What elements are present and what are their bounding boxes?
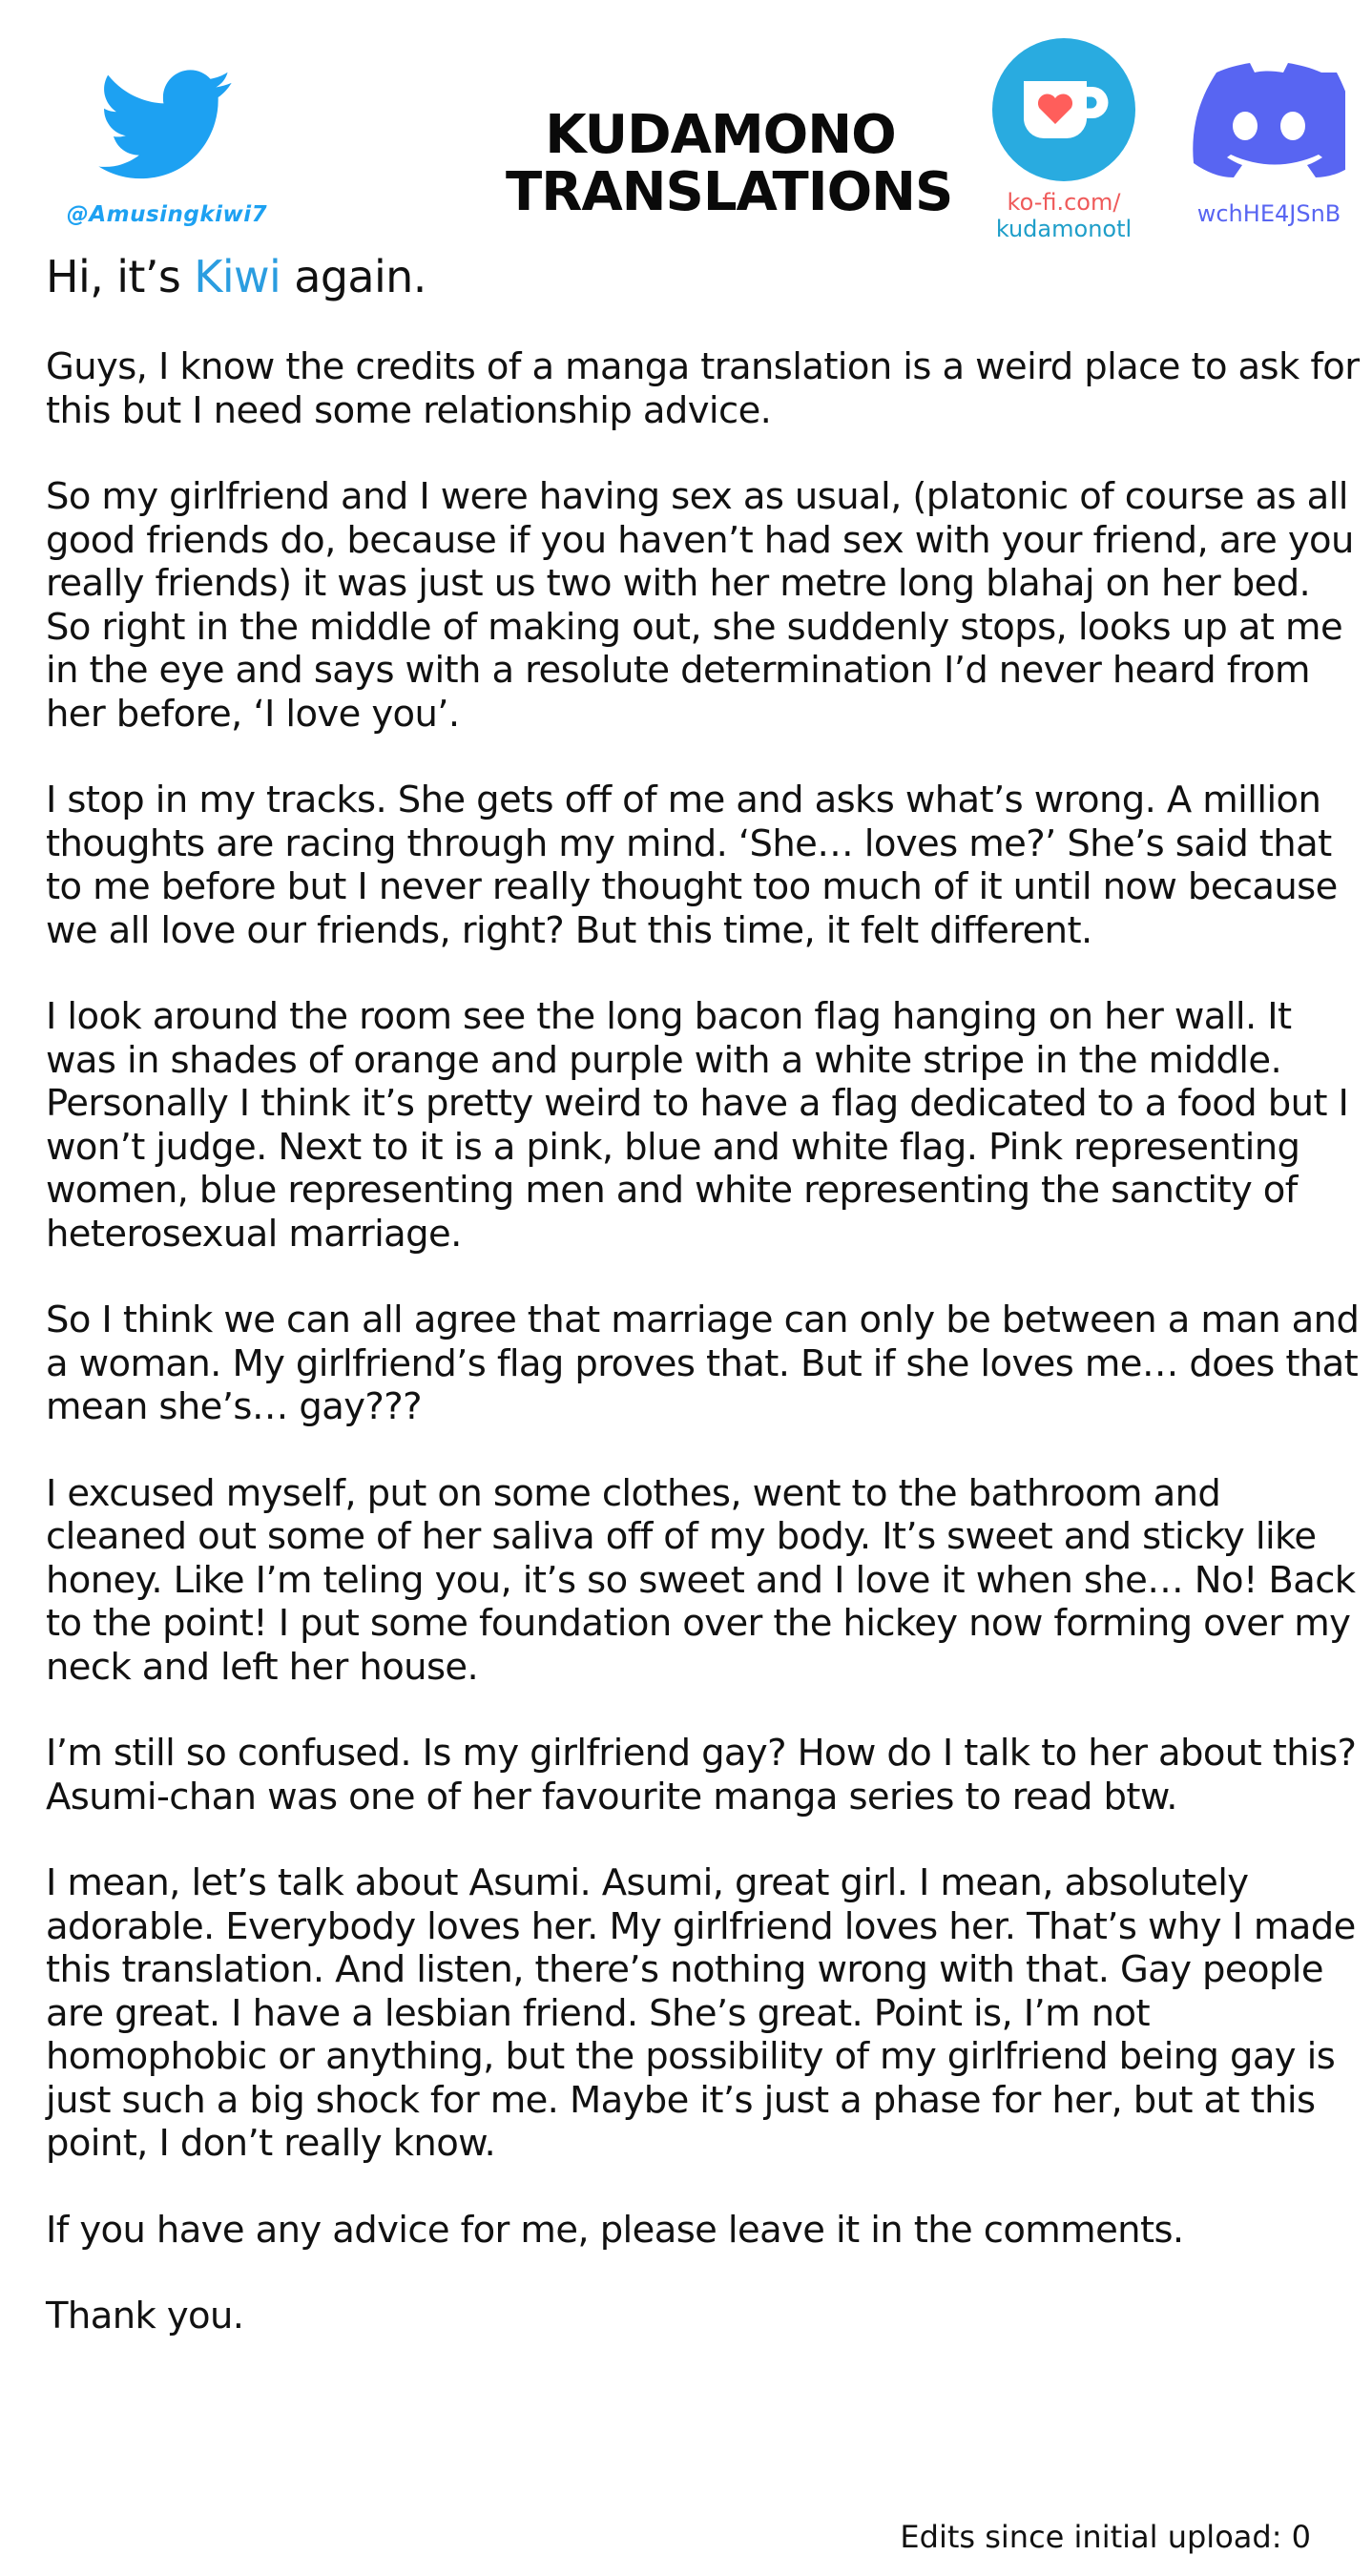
paragraph: I excused myself, put on some clothes, went to the bathroom and cleaned out some of her saliva off of my body. It’s sweet and sticky like honey. Like I’m teling you, it’s so sweet and I love it when she… No! Back to the point! I put some foundation over the hickey now forming over my neck and left her house. (46, 1471, 1356, 1689)
credits-body (46, 250, 1362, 2381)
paragraph: I’m still so confused. Is my girlfriend gay? How do I talk to her about this? Asumi-chan was one of her favourite manga series to read btw. (46, 1732, 1357, 1818)
brand-title (506, 104, 953, 223)
edits-counter: Edits since initial upload: 0 (900, 2519, 1311, 2555)
discord-invite-code[interactable]: wchHE4JSnB (1196, 200, 1341, 227)
brand-line-1: KUDAMONO (545, 104, 896, 166)
greeting-suffix: again. (281, 251, 426, 302)
header (0, 0, 1372, 248)
brand-line-2: TRANSLATIONS (506, 161, 953, 223)
kofi-url-line-1[interactable]: ko-fi.com/ (1007, 189, 1121, 216)
twitter-link[interactable] (57, 57, 277, 227)
twitter-icon (95, 57, 239, 191)
paragraph: I mean, let’s talk about Asumi. Asumi, great girl. I mean, absolutely adorable. Everybody loves her. My girlfriend loves her. That’s why I made this translation. And listen, there’s nothing wrong with that. Gay people are great. I have a lesbian friend. She’s great. Point is, I’m not homophobic or anything, but the possibility of my girlfriend being gay is just such a big shock for me. Maybe it’s just a phase for her, but at this point, I don’t really know. (46, 1861, 1356, 2165)
twitter-handle[interactable]: @Amusingkiwi7 (66, 202, 268, 227)
kofi-cup-icon (992, 38, 1135, 181)
greeting-name: Kiwi (194, 251, 281, 302)
greeting (46, 250, 1362, 303)
paragraph: I stop in my tracks. She gets off of me and asks what’s wrong. A million thoughts are racing through my mind. ‘She… loves me?’ She’s said that to me before but I never really thought too much of it until now because we all love our friends, right? But this time, it felt different. (46, 779, 1338, 952)
paragraph: I look around the room see the long bacon flag hanging on her wall. It was in shades of orange and purple with a white stripe in the middle. Personally I think it’s pretty weird to have a flag dedicated to a food but I won’t judge. Next to it is a pink, blue and white flag. Pink representing women, blue representing men and white representing the sanctity of heterosexual marriage. (46, 995, 1349, 1256)
closing: Thank you. (46, 2295, 244, 2337)
paragraph: If you have any advice for me, please leave it in the comments. (46, 2208, 1184, 2252)
greeting-prefix: Hi, it’s (46, 251, 195, 302)
discord-link[interactable] (1174, 63, 1364, 227)
paragraph: So I think we can all agree that marriage can only be between a man and a woman. My girlfriend’s flag proves that. But if she loves me… does that mean she’s… gay??? (46, 1298, 1360, 1428)
paragraph: So my girlfriend and I were having sex as usual, (platonic of course as all good friends do, because if you haven’t had sex with your friend, are you really friends) it was just us two with her metre long blahaj on her bed. So right in the middle of making out, she suddenly stops, looks up at me in the eye and says with a resolute determination I’d never heard from her before, ‘I love you’. (46, 475, 1354, 736)
discord-icon (1193, 63, 1345, 177)
kofi-link[interactable] (973, 38, 1154, 242)
paragraph: Guys, I know the credits of a manga translation is a weird place to ask for this but I need some relationship advice. (46, 345, 1360, 432)
kofi-url-line-2[interactable]: kudamonotl (995, 216, 1133, 242)
